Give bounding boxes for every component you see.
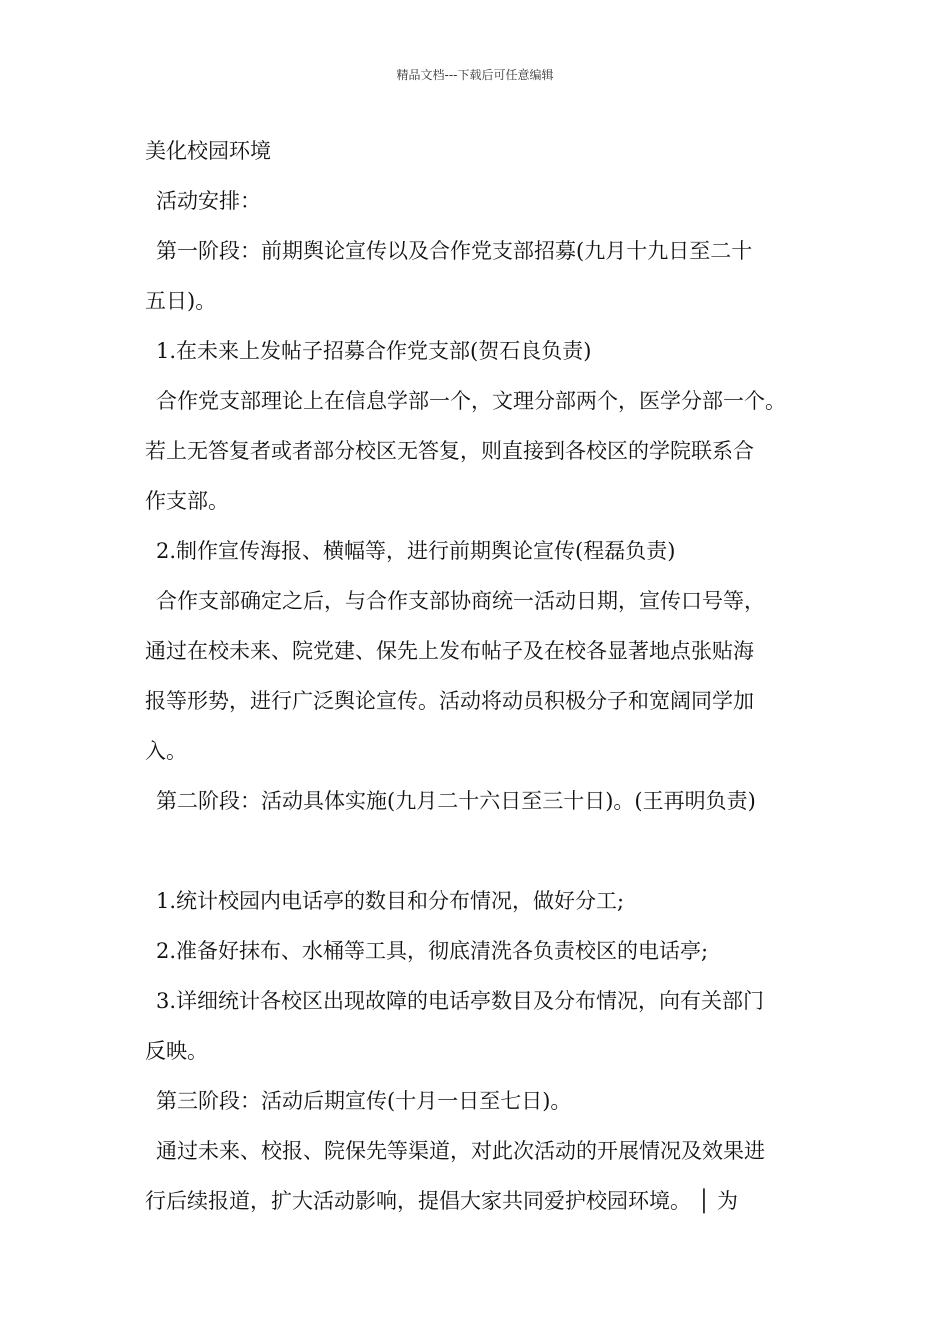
document-title: 美化校园环境: [145, 139, 271, 163]
paragraph-line: 1.统计校园内电话亭的数目和分布情况，做好分工;: [156, 889, 625, 913]
paragraph-line: 通过在校未来、院党建、保先上发布帖子及在校各显著地点张贴海: [145, 639, 754, 663]
paragraph-line: 入。: [145, 739, 187, 763]
paragraph-line: 合作党支部理论上在信息学部一个，文理分部两个，医学分部一个。: [156, 389, 786, 413]
paragraph-line: 通过未来、校报、院保先等渠道，对此次活动的开展情况及效果进: [156, 1139, 765, 1163]
paragraph-line: 第一阶段：前期舆论宣传以及合作党支部招募(九月十九日至二十: [156, 239, 753, 263]
paragraph-line: 2.制作宣传海报、横幅等，进行前期舆论宣传(程磊负责): [156, 539, 676, 563]
paragraph-line: 作支部。: [145, 489, 229, 513]
paragraph-line: 五日)。: [145, 289, 217, 313]
page-header: 精品文档---下载后可任意编辑: [396, 68, 554, 82]
blank-line: [145, 832, 825, 882]
paragraph-line: 行后续报道，扩大活动影响，提倡大家共同爱护校园环境。 │ 为: [145, 1189, 738, 1213]
paragraph-line: 3.详细统计各校区出现故障的电话亭数目及分布情况，向有关部门: [156, 989, 765, 1013]
paragraph-line: 合作支部确定之后，与合作支部协商统一活动日期，宣传口号等，: [156, 589, 765, 613]
paragraph-line: 若上无答复者或者部分校区无答复，则直接到各校区的学院联系合: [145, 439, 754, 463]
paragraph-line: 1.在未来上发帖子招募合作党支部(贺石良负责): [156, 339, 592, 363]
paragraph-line: 第二阶段：活动具体实施(九月二十六日至三十日)。(王再明负责): [156, 789, 756, 813]
document-body: [145, 132, 825, 1232]
paragraph-line: 反映。: [145, 1039, 208, 1063]
paragraph-line: 第三阶段：活动后期宣传(十月一日至七日)。: [156, 1089, 572, 1113]
paragraph-line: 2.准备好抹布、水桶等工具，彻底清洗各负责校区的电话亭;: [156, 939, 709, 963]
paragraph-line: 报等形势，进行广泛舆论宣传。活动将动员积极分子和宽阔同学加: [145, 689, 754, 713]
paragraph-line: 活动安排：: [156, 189, 261, 213]
